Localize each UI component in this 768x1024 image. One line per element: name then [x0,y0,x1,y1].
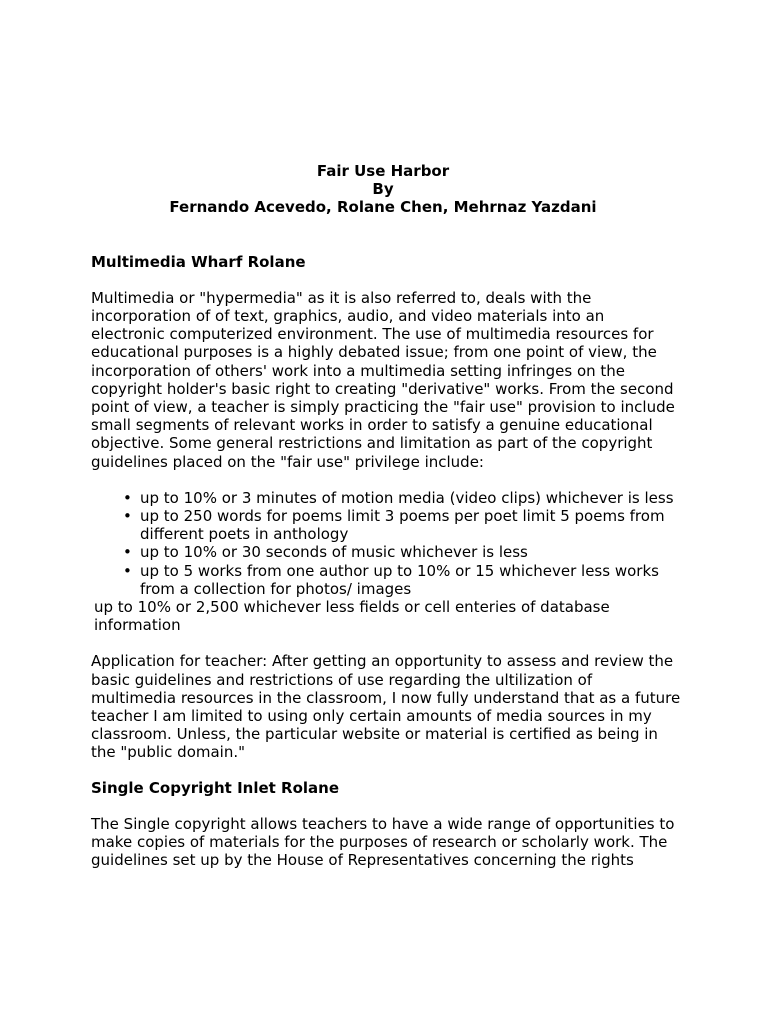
list-item-text: up to 10% or 30 seconds of music whichever is less [140,543,528,562]
list-item [123,488,681,507]
author-list: Fernando Acevedo, Rolane Chen, Mehrnaz Yazdani [169,198,597,217]
application-paragraph: Application for teacher: After getting an opportunity to assess and review the basic guidelines and restrictions of use regarding the ultilization of multimedia resources in the classroom, I now fully understand that as a future teacher I am limited to using only certain amounts of media sources in my classroom. Unless, the particular website or material is certified as being in the "public domain." [91,652,681,762]
section-heading-single-copyright: Single Copyright Inlet Rolane [91,778,340,797]
list-item [123,507,681,544]
bullet-icon: • [123,561,132,580]
bullet-icon: • [123,507,132,526]
document-page [91,162,681,870]
title-block [85,162,681,217]
bullet-icon: • [123,488,132,507]
section-heading-multimedia: Multimedia Wharf Rolane [91,252,306,271]
bullet-icon: • [123,543,132,562]
list-item-text: up to 10% or 3 minutes of motion media (video clips) whichever is less [140,488,674,507]
list-item [123,561,681,598]
list-item-text: up to 250 words for poems limit 3 poems per poet limit 5 poems from different poets in anthology [140,507,665,544]
database-restriction-text: up to 10% or 2,500 whichever less fields or cell enteries of database information [94,598,610,635]
list-item-text: up to 5 works from one author up to 10% or 15 whichever less works from a collection for photos/ images [140,561,659,598]
document-title: Fair Use Harbor [316,162,450,180]
multimedia-intro-paragraph: Multimedia or "hypermedia" as it is also referred to, deals with the incorporation of of text, graphics, audio, and video materials into an electronic computerized environment. The use of multimedia resources for educational purposes is a highly debated issue; from one point of view, the incorporation of others' work into a multimedia setting infringes on the copyright holder's basic right to creating "derivative" works. From the second point of view, a teacher is simply practicing the "fair use" provision to include small segments of relevant works in order to satisfy a genuine educational objective. Some general restrictions and limitation as part of the copyright guidelines placed on the "fair use" privilege include: [91,288,675,471]
byline: By [372,180,394,199]
single-copyright-paragraph: The Single copyright allows teachers to have a wide range of opportunities to make copies of materials for the purposes of research or scholarly work. The guidelines set up by the House of Representatives concerning the rights [91,814,675,870]
fair-use-restrictions-list [91,489,681,598]
list-item [123,543,681,562]
